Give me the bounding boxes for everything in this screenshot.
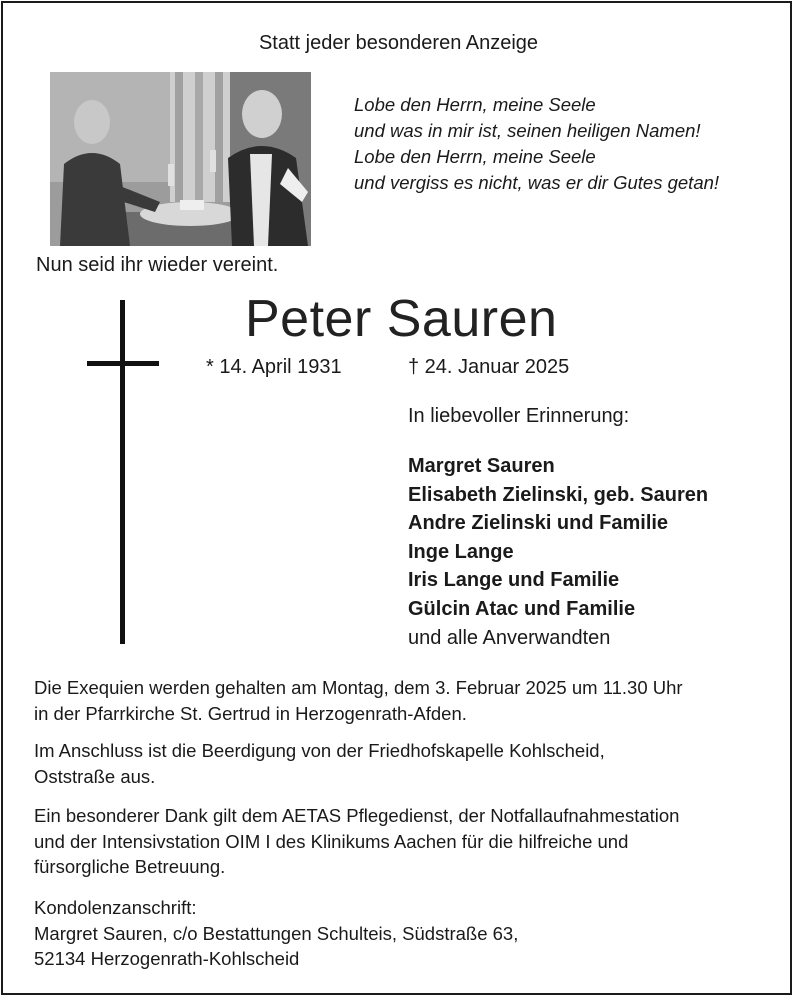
family-member: Iris Lange und Familie — [408, 569, 620, 592]
cross-icon-bar — [87, 361, 159, 366]
paragraph-line: Margret Sauren, c/o Bestattungen Schulteis, Südstraße 63, — [34, 922, 519, 944]
verse-line: und vergiss es nicht, was er dir Gutes getan! — [354, 172, 720, 193]
paragraph-line: Im Anschluss ist die Beerdigung von der Friedhofskapelle Kohlscheid, — [34, 740, 605, 761]
paragraph-line: Die Exequien werden gehalten am Montag, dem 3. Februar 2025 um 11.30 Uhr — [34, 677, 683, 698]
family-member: Gülcin Atac und Familie — [408, 597, 636, 620]
family-list — [408, 452, 708, 652]
paragraph-line: Kondolenzanschrift: — [34, 897, 197, 918]
thanks-paragraph — [34, 803, 679, 880]
family-closing: und alle Anverwandten — [408, 626, 611, 649]
paragraph-line: Ein besonderer Dank gilt dem AETAS Pflegedienst, der Notfallaufnahmestation — [34, 805, 680, 826]
death-date: † 24. Januar 2025 — [408, 356, 570, 378]
deceased-name: Peter Sauren — [245, 290, 558, 348]
paragraph-line: in der Pfarrkirche St. Gertrud in Herzogenrath-Afden. — [34, 702, 467, 724]
verse-line: Lobe den Herrn, meine Seele — [354, 146, 596, 167]
bible-verse — [354, 92, 719, 196]
burial-paragraph — [34, 738, 605, 789]
notice-header: Statt jeder besonderen Anzeige — [258, 32, 539, 54]
family-member: Inge Lange — [408, 540, 514, 563]
verse-line: Lobe den Herrn, meine Seele — [354, 94, 596, 115]
family-member: Andre Zielinski und Familie — [408, 512, 669, 535]
photo-caption: Nun seid ihr wieder vereint. — [36, 254, 279, 276]
condolence-address — [34, 895, 518, 972]
family-member: Margret Sauren — [408, 455, 555, 477]
memory-label: In liebevoller Erinnerung: — [408, 405, 630, 427]
couple-photo — [50, 72, 311, 246]
exequies-paragraph — [34, 675, 683, 726]
paragraph-line: und der Intensivstation OIM I des Klinikums Aachen für die hilfreiche und — [34, 830, 629, 852]
birth-date: * 14. April 1931 — [206, 356, 342, 378]
paragraph-line: 52134 Herzogenrath-Kohlscheid — [34, 948, 300, 969]
verse-line: und was in mir ist, seinen heiligen Namen! — [354, 120, 701, 141]
family-member: Elisabeth Zielinski, geb. Sauren — [408, 483, 709, 506]
cross-icon — [120, 300, 125, 644]
paragraph-line: fürsorgliche Betreuung. — [34, 856, 226, 877]
paragraph-line: Oststraße aus. — [34, 765, 156, 787]
